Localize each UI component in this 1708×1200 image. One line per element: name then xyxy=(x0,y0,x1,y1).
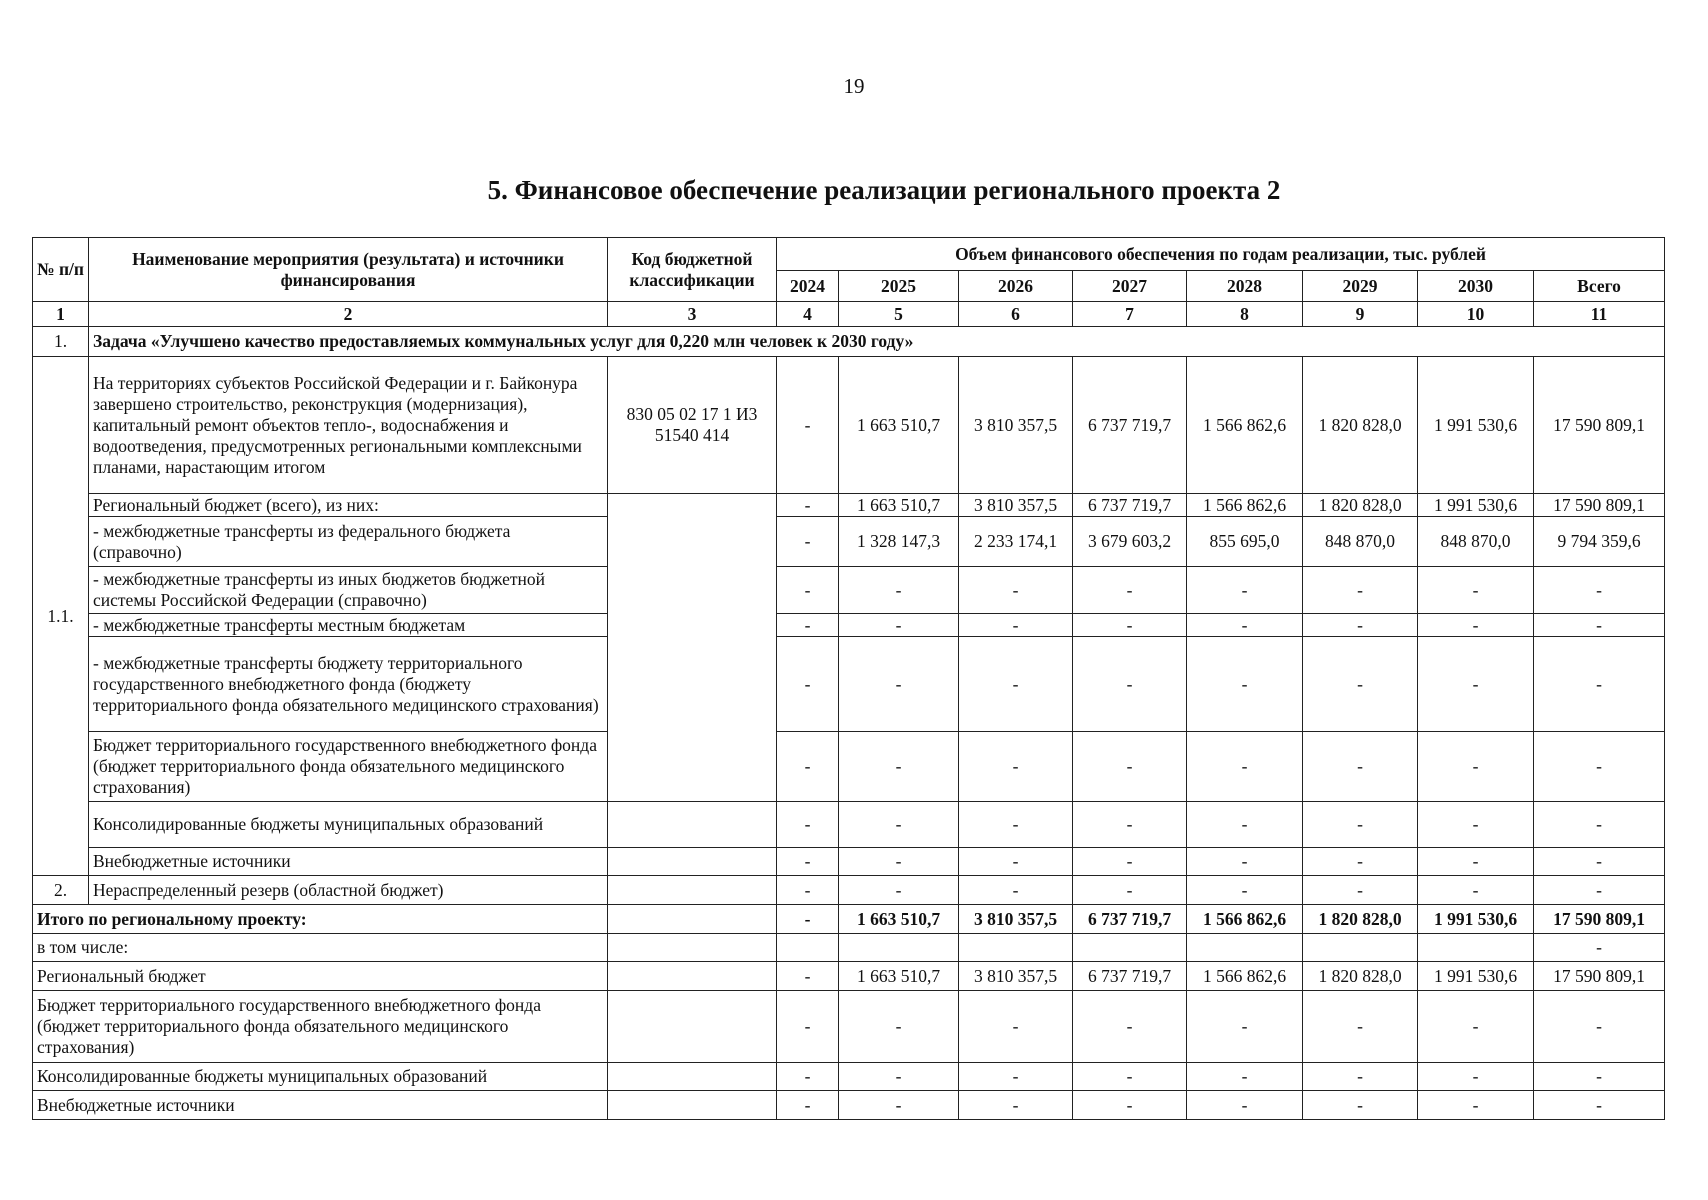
value-cell: - xyxy=(1073,1091,1187,1120)
value-cell: - xyxy=(1187,567,1303,614)
value-cell: - xyxy=(1418,732,1534,802)
value-cell: 1 566 862,6 xyxy=(1187,962,1303,991)
column-number: 9 xyxy=(1303,302,1418,327)
financing-table xyxy=(32,237,1665,1120)
total-row xyxy=(33,905,1665,934)
value-cell: 1 566 862,6 xyxy=(1187,357,1303,494)
value-cell: - xyxy=(839,732,959,802)
source-name: - межбюджетные трансферты из иных бюджетов бюджетной системы Российской Федерации (справочно) xyxy=(89,567,608,614)
header-year: 2026 xyxy=(959,271,1073,302)
value-cell: - xyxy=(1187,848,1303,876)
value-cell xyxy=(839,934,959,962)
breakdown-name: Внебюджетные источники xyxy=(33,1091,608,1120)
value-cell: - xyxy=(959,991,1073,1063)
value-cell: 1 820 828,0 xyxy=(1303,357,1418,494)
value-cell: 855 695,0 xyxy=(1187,517,1303,567)
value-cell: - xyxy=(1303,876,1418,905)
value-cell: 3 810 357,5 xyxy=(959,357,1073,494)
header-year: 2029 xyxy=(1303,271,1418,302)
budget-code-empty xyxy=(608,876,777,905)
breakdown-row xyxy=(33,962,1665,991)
value-cell: - xyxy=(777,1091,839,1120)
column-number: 5 xyxy=(839,302,959,327)
value-cell: - xyxy=(777,614,839,637)
budget-code: 830 05 02 17 1 И3 51540 414 xyxy=(608,357,777,494)
result-name: На территориях субъектов Российской Федерации и г. Байконура завершено строительство, реконструкция (модернизация), капитальный ремонт объектов тепло-, водоснабжения и водоотведения, предусмотренных региональными комплексными планами, нарастающим итогом xyxy=(89,357,608,494)
header-year: 2030 xyxy=(1418,271,1534,302)
value-cell: - xyxy=(1073,848,1187,876)
value-cell: - xyxy=(1073,637,1187,732)
value-cell: - xyxy=(959,848,1073,876)
value-cell: - xyxy=(1418,848,1534,876)
value-cell xyxy=(1303,934,1418,962)
source-name: Консолидированные бюджеты муниципальных образований xyxy=(89,802,608,848)
value-cell: - xyxy=(1534,991,1665,1063)
task-text: Задача «Улучшено качество предоставляемых коммунальных услуг для 0,220 млн человек к 2030 году» xyxy=(89,327,1665,357)
breakdown-row xyxy=(33,1063,1665,1091)
task-row xyxy=(33,327,1665,357)
page-number: 19 xyxy=(843,74,865,98)
source-name: Региональный бюджет (всего), из них: xyxy=(89,494,608,517)
value-cell: - xyxy=(1418,614,1534,637)
value-cell: - xyxy=(1303,991,1418,1063)
value-cell: - xyxy=(1187,1091,1303,1120)
value-cell: - xyxy=(1303,848,1418,876)
value-cell: - xyxy=(839,1063,959,1091)
total-cell: 1 566 862,6 xyxy=(1187,905,1303,934)
column-number: 4 xyxy=(777,302,839,327)
budget-code-empty xyxy=(608,848,777,876)
value-cell: - xyxy=(777,517,839,567)
value-cell: 6 737 719,7 xyxy=(1073,494,1187,517)
value-cell: - xyxy=(1303,802,1418,848)
header-column-numbers xyxy=(33,302,1665,327)
value-cell: - xyxy=(839,567,959,614)
header-year: 2025 xyxy=(839,271,959,302)
column-number: 6 xyxy=(959,302,1073,327)
source-row xyxy=(33,637,1665,732)
value-cell: - xyxy=(1534,934,1665,962)
result-row xyxy=(33,357,1665,494)
value-cell: - xyxy=(1187,614,1303,637)
header-total: Всего xyxy=(1534,271,1665,302)
value-cell: - xyxy=(1534,1091,1665,1120)
value-cell: - xyxy=(839,876,959,905)
value-cell: - xyxy=(959,732,1073,802)
total-cell: 1 991 530,6 xyxy=(1418,905,1534,934)
value-cell: - xyxy=(777,802,839,848)
value-cell: - xyxy=(777,494,839,517)
value-cell: - xyxy=(1073,1063,1187,1091)
value-cell: - xyxy=(1418,991,1534,1063)
total-cell: 17 590 809,1 xyxy=(1534,905,1665,934)
value-cell: - xyxy=(777,962,839,991)
value-cell: - xyxy=(777,848,839,876)
value-cell: - xyxy=(777,637,839,732)
value-cell: - xyxy=(839,802,959,848)
value-cell xyxy=(1187,934,1303,962)
source-row xyxy=(33,614,1665,637)
reserve-name: Нераспределенный резерв (областной бюджет) xyxy=(89,876,608,905)
value-cell: - xyxy=(839,848,959,876)
value-cell: - xyxy=(777,732,839,802)
value-cell: - xyxy=(777,567,839,614)
value-cell: - xyxy=(1303,614,1418,637)
value-cell: 848 870,0 xyxy=(1303,517,1418,567)
value-cell: 1 566 862,6 xyxy=(1187,494,1303,517)
value-cell: - xyxy=(1303,732,1418,802)
budget-code-empty xyxy=(608,802,777,848)
value-cell: - xyxy=(1534,637,1665,732)
budget-code-empty xyxy=(608,1063,777,1091)
value-cell: - xyxy=(959,1063,1073,1091)
source-name: - межбюджетные трансферты из федерального бюджета (справочно) xyxy=(89,517,608,567)
value-cell: 1 663 510,7 xyxy=(839,357,959,494)
value-cell: - xyxy=(1418,876,1534,905)
value-cell: - xyxy=(1073,802,1187,848)
source-row xyxy=(33,494,1665,517)
value-cell xyxy=(777,934,839,962)
value-cell: 1 663 510,7 xyxy=(839,494,959,517)
value-cell: - xyxy=(1073,876,1187,905)
reserve-row xyxy=(33,876,1665,905)
value-cell: - xyxy=(1418,1063,1534,1091)
value-cell: - xyxy=(1534,567,1665,614)
value-cell: 1 991 530,6 xyxy=(1418,494,1534,517)
column-number: 3 xyxy=(608,302,777,327)
breakdown-name: Консолидированные бюджеты муниципальных образований xyxy=(33,1063,608,1091)
column-number: 1 xyxy=(33,302,89,327)
value-cell: - xyxy=(1534,614,1665,637)
breakdown-row xyxy=(33,991,1665,1063)
source-name: - межбюджетные трансферты бюджету территориального государственного внебюджетного фонда (бюджету территориального фонда обязательного медицинского страхования) xyxy=(89,637,608,732)
value-cell: - xyxy=(839,614,959,637)
value-cell: - xyxy=(1187,991,1303,1063)
total-cell: 6 737 719,7 xyxy=(1073,905,1187,934)
value-cell: - xyxy=(1073,991,1187,1063)
header-year: 2028 xyxy=(1187,271,1303,302)
budget-code-empty xyxy=(608,962,777,991)
value-cell: 3 810 357,5 xyxy=(959,962,1073,991)
column-number: 2 xyxy=(89,302,608,327)
value-cell: - xyxy=(1073,614,1187,637)
header-row-1 xyxy=(33,238,1665,271)
value-cell: - xyxy=(1187,802,1303,848)
budget-code-empty xyxy=(608,1091,777,1120)
value-cell: - xyxy=(1303,1063,1418,1091)
header-num: № п/п xyxy=(33,238,89,302)
budget-code-empty xyxy=(608,494,777,802)
column-number: 11 xyxy=(1534,302,1665,327)
value-cell: - xyxy=(1534,876,1665,905)
source-row xyxy=(33,802,1665,848)
value-cell: - xyxy=(839,1091,959,1120)
value-cell: 9 794 359,6 xyxy=(1534,517,1665,567)
value-cell: - xyxy=(839,991,959,1063)
including-row xyxy=(33,934,1665,962)
value-cell: - xyxy=(1187,1063,1303,1091)
header-year: 2024 xyxy=(777,271,839,302)
value-cell: - xyxy=(959,876,1073,905)
task-number: 1. xyxy=(33,327,89,357)
document-title: 5. Финансовое обеспечение реализации регионального проекта 2 xyxy=(487,175,1281,205)
value-cell: - xyxy=(1303,567,1418,614)
value-cell: - xyxy=(1303,637,1418,732)
value-cell: 848 870,0 xyxy=(1418,517,1534,567)
value-cell xyxy=(1073,934,1187,962)
source-name: Бюджет территориального государственного внебюджетного фонда (бюджет территориального фонда обязательного медицинского страхования) xyxy=(89,732,608,802)
breakdown-name: Региональный бюджет xyxy=(33,962,608,991)
source-row xyxy=(33,517,1665,567)
value-cell: 1 328 147,3 xyxy=(839,517,959,567)
total-cell: 1 820 828,0 xyxy=(1303,905,1418,934)
value-cell: - xyxy=(1418,1091,1534,1120)
column-number: 8 xyxy=(1187,302,1303,327)
header-name: Наименование мероприятия (результата) и источники финансирования xyxy=(89,238,608,302)
value-cell: 1 663 510,7 xyxy=(839,962,959,991)
total-cell: - xyxy=(777,905,839,934)
value-cell: 1 991 530,6 xyxy=(1418,357,1534,494)
value-cell: - xyxy=(959,637,1073,732)
budget-code-empty xyxy=(608,934,777,962)
value-cell: - xyxy=(1073,567,1187,614)
budget-code-empty xyxy=(608,905,777,934)
source-name: - межбюджетные трансферты местным бюджетам xyxy=(89,614,608,637)
value-cell: - xyxy=(959,1091,1073,1120)
source-row xyxy=(33,732,1665,802)
value-cell xyxy=(959,934,1073,962)
value-cell: - xyxy=(1534,802,1665,848)
header-code: Код бюджетной классификации xyxy=(608,238,777,302)
breakdown-row xyxy=(33,1091,1665,1120)
value-cell: - xyxy=(1534,732,1665,802)
value-cell: - xyxy=(1073,732,1187,802)
value-cell: 1 820 828,0 xyxy=(1303,962,1418,991)
total-cell: 1 663 510,7 xyxy=(839,905,959,934)
value-cell: 17 590 809,1 xyxy=(1534,494,1665,517)
budget-code-empty xyxy=(608,991,777,1063)
source-row xyxy=(33,567,1665,614)
value-cell: - xyxy=(1187,732,1303,802)
breakdown-name: Бюджет территориального государственного внебюджетного фонда (бюджет территориального фонда обязательного медицинского страхования) xyxy=(33,991,608,1063)
value-cell: - xyxy=(959,567,1073,614)
total-cell: 3 810 357,5 xyxy=(959,905,1073,934)
value-cell: - xyxy=(1418,567,1534,614)
value-cell: 17 590 809,1 xyxy=(1534,357,1665,494)
value-cell: 1 991 530,6 xyxy=(1418,962,1534,991)
result-number: 1.1. xyxy=(33,357,89,876)
header-volume: Объем финансового обеспечения по годам реализации, тыс. рублей xyxy=(777,238,1665,271)
value-cell: - xyxy=(1187,876,1303,905)
value-cell: - xyxy=(1418,802,1534,848)
value-cell: - xyxy=(1534,1063,1665,1091)
reserve-number: 2. xyxy=(33,876,89,905)
column-number: 10 xyxy=(1418,302,1534,327)
value-cell: 6 737 719,7 xyxy=(1073,962,1187,991)
value-cell: - xyxy=(839,637,959,732)
total-label: Итого по региональному проекту: xyxy=(33,905,608,934)
value-cell: - xyxy=(777,1063,839,1091)
value-cell: - xyxy=(1303,1091,1418,1120)
column-number: 7 xyxy=(1073,302,1187,327)
value-cell: - xyxy=(777,991,839,1063)
value-cell: - xyxy=(959,802,1073,848)
including-label: в том числе: xyxy=(33,934,608,962)
header-year: 2027 xyxy=(1073,271,1187,302)
source-name: Внебюджетные источники xyxy=(89,848,608,876)
value-cell: - xyxy=(959,614,1073,637)
value-cell: 3 810 357,5 xyxy=(959,494,1073,517)
value-cell: - xyxy=(1187,637,1303,732)
value-cell: 3 679 603,2 xyxy=(1073,517,1187,567)
value-cell: - xyxy=(1534,848,1665,876)
value-cell: 1 820 828,0 xyxy=(1303,494,1418,517)
value-cell: 2 233 174,1 xyxy=(959,517,1073,567)
value-cell: 17 590 809,1 xyxy=(1534,962,1665,991)
value-cell: - xyxy=(777,357,839,494)
value-cell xyxy=(1418,934,1534,962)
value-cell: 6 737 719,7 xyxy=(1073,357,1187,494)
value-cell: - xyxy=(777,876,839,905)
source-row xyxy=(33,848,1665,876)
value-cell: - xyxy=(1418,637,1534,732)
